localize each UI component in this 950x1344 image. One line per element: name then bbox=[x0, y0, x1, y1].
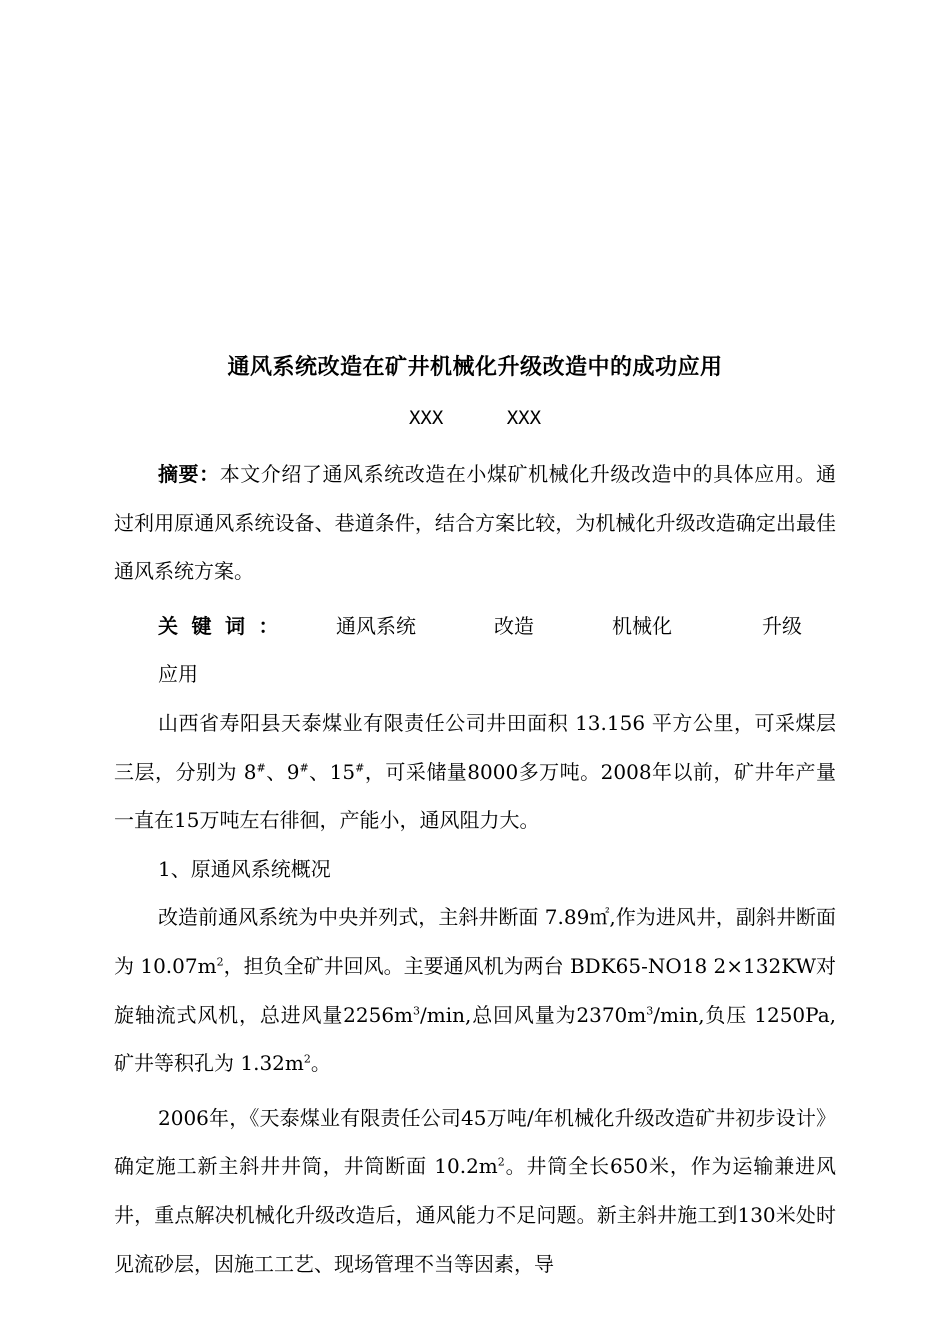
superscript: # bbox=[299, 760, 309, 774]
superscript: # bbox=[355, 760, 365, 774]
text-run: /min,总回风量为2370m bbox=[420, 1002, 647, 1027]
text-run: 。 bbox=[310, 1051, 331, 1076]
abstract-paragraph bbox=[114, 450, 836, 596]
text-run: 2006年，《天泰煤业有限责任公司45万吨/年机械化升级改造矿井初步设计》确定施工新主斜井井筒，井筒断面 10.2m bbox=[114, 1105, 836, 1179]
section-heading: 1、原通风系统概况 bbox=[158, 856, 331, 881]
keyword-item: 改造 bbox=[494, 613, 534, 638]
superscript: 3 bbox=[413, 1003, 421, 1017]
text-run: /min,负压 1250Pa,矿井等积孔为 1.32m bbox=[114, 1002, 836, 1076]
superscript: 2 bbox=[497, 1155, 505, 1169]
superscript: 3 bbox=[646, 1003, 654, 1017]
document-title: 通风系统改造在矿井机械化升级改造中的成功应用 bbox=[227, 355, 723, 380]
text-run: 、15 bbox=[308, 759, 356, 784]
author-2: XXX bbox=[506, 407, 542, 429]
text-run: ，可采储量8000多万吨。2008年以前，矿井年产量一直在15万吨左右徘徊，产能小，通风阻力大。 bbox=[114, 759, 836, 833]
text-run: ，担负全矿井回风。主要通风机为两台 BDK65-NO18 2×132KW对旋轴流式风机，总进风量2256m bbox=[114, 953, 837, 1027]
ventilation-overview-paragraph bbox=[114, 893, 836, 1087]
author-1: XXX bbox=[408, 407, 444, 429]
text-run: 山西省寿阳县天泰煤业有限责任公司井田面积 13.156 平方公里，可采煤层三层，分别为 8 bbox=[114, 710, 836, 784]
keywords-paragraph bbox=[114, 602, 836, 699]
text-run: 、9 bbox=[265, 759, 300, 784]
text-run: 。井筒全长650米，作为运输兼进风井，重点解决机械化升级改造后，通风能力不足问题。新主斜井施工到130米处时见流砂层，因施工工艺、现场管理不当等因素，导 bbox=[114, 1154, 836, 1276]
superscript: 2 bbox=[216, 955, 224, 969]
abstract-label: 摘要： bbox=[158, 462, 220, 486]
abstract-text: 本文介绍了通风系统改造在小煤矿机械化升级改造中的具体应用。通过利用原通风系统设备、巷道条件，结合方案比较，为机械化升级改造确定出最佳通风系统方案。 bbox=[114, 462, 836, 584]
intro-paragraph bbox=[114, 699, 836, 845]
keyword-item: 升级 bbox=[762, 613, 802, 638]
superscript: # bbox=[256, 760, 266, 774]
keyword-item: 通风系统 bbox=[336, 613, 416, 638]
document-body bbox=[114, 450, 836, 1288]
superscript: 2 bbox=[303, 1052, 311, 1066]
keyword-item: 机械化 bbox=[612, 613, 672, 638]
keywords-label: 关键词： bbox=[158, 613, 292, 638]
authors-line bbox=[0, 402, 950, 434]
design-paragraph bbox=[114, 1094, 836, 1288]
text-run: 改造前通风系统为中央并列式，主斜井断面 7.89㎡,作为进风井，副斜井断面为 10.07m bbox=[114, 905, 836, 978]
keyword-item: 应用 bbox=[158, 662, 198, 687]
